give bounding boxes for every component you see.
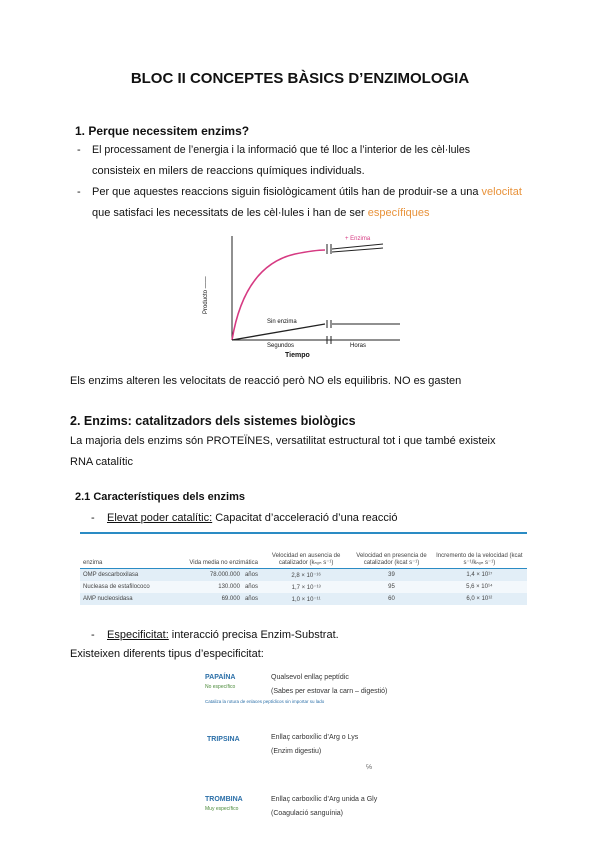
graph-enzyme-label: + Enzima xyxy=(345,236,371,242)
enzymes-conclusion: Els enzims alteren les velocitats de reacció però NO els equilibris. NO es gasten xyxy=(70,375,462,387)
specificity-term: Especificitat: xyxy=(107,629,169,641)
half-life-value: 69.000 xyxy=(221,596,240,602)
section-2-1-heading: 2.1 Característiques dels enzims xyxy=(75,491,245,503)
graph-svg xyxy=(205,232,405,364)
half-life-unit: años xyxy=(244,596,258,602)
graph-ylabel: Producto —— xyxy=(203,276,209,314)
catalytic-power-term: Elevat poder catalític: xyxy=(107,512,213,524)
thrombin-desc-2: (Coagulació sanguínia) xyxy=(271,810,343,817)
cell-enzyme: AMP nucleosidasa xyxy=(80,593,175,605)
th-uncatalyzed: Velocidad en ausencia de catalizador (kₙₒₙ s⁻¹) xyxy=(261,533,351,569)
cell-increase: 1,4 × 10¹⁷ xyxy=(432,569,527,582)
thrombin-sub: Muy específico xyxy=(205,806,239,812)
section-1-heading: 1. Perque necessitem enzims? xyxy=(75,124,250,138)
reaction-graph xyxy=(205,232,405,364)
bullet-dash: - xyxy=(77,186,81,198)
table-header-row xyxy=(80,533,527,569)
half-life-value: 78.000.000 xyxy=(209,572,240,578)
th-half-life: Vida media no enzimática xyxy=(175,533,261,569)
cell-half-life xyxy=(175,569,261,582)
table-row xyxy=(80,581,527,593)
graph-x-left: Segundos xyxy=(267,343,295,349)
trypsin-name: TRIPSINA xyxy=(207,736,240,743)
thrombin-desc-1: Enllaç carboxílic d’Arg unida a Gly xyxy=(271,796,378,803)
misc-mark: ℅ xyxy=(366,764,373,771)
page-title: BLOC II CONCEPTES BÀSICS D’ENZIMOLOGIA xyxy=(130,70,470,87)
bullet-2-line-2 xyxy=(92,203,532,224)
bullet-2-text-b: que satisfaci les necessitats de les cèl·lules i han de ser xyxy=(92,207,368,219)
section-2-line-1: La majoria dels enzims són PROTEÏNES, versatilitat estructural tot i que també existeix xyxy=(70,435,496,447)
cell-enzyme: OMP descarboxilasa xyxy=(80,569,175,582)
trypsin-desc-2: (Enzim digestiu) xyxy=(271,748,322,755)
cell-catalyzed: 39 xyxy=(351,569,431,582)
enzyme-rate-table xyxy=(80,532,527,605)
bullet-2 xyxy=(92,182,532,224)
cell-half-life xyxy=(175,581,261,593)
graph-x-title: Tiempo xyxy=(285,352,310,359)
specificity-types-intro: Existeixen diferents tipus d’especificitat: xyxy=(70,648,264,660)
specificity-text: interacció precisa Enzim-Substrat. xyxy=(168,629,339,641)
no-enzyme-line xyxy=(232,324,325,340)
catalytic-power-text: Capacitat d’acceleració d’una reacció xyxy=(212,512,398,524)
specificity-bullet xyxy=(107,625,339,646)
bullet-dash: - xyxy=(91,629,95,641)
th-catalyzed: Velocidad en presencia de catalizador (kcat s⁻¹) xyxy=(351,533,431,569)
bullet-dash: - xyxy=(77,144,81,156)
papain-desc-2: (Sabes per estovar la carn – digestió) xyxy=(271,688,388,695)
bullet-2-line-1 xyxy=(92,182,532,203)
cell-increase: 5,6 × 10¹⁴ xyxy=(432,581,527,593)
trypsin-desc-1: Enllaç carboxílic d’Arg o Lys xyxy=(271,734,359,741)
section-2-paragraph xyxy=(70,431,540,473)
bullet-2-text-a: Per que aquestes reaccions siguin fisiològicament útils han de produir-se a una xyxy=(92,186,482,198)
half-life-value: 130.000 xyxy=(218,584,240,590)
graph-no-enzyme-label: Sin enzima xyxy=(267,319,297,325)
graph-x-right: Horas xyxy=(350,343,367,349)
cell-increase: 6,0 × 10¹² xyxy=(432,593,527,605)
cell-uncatalyzed: 1,7 × 10⁻¹³ xyxy=(261,581,351,593)
section-2-line-2: RNA catalític xyxy=(70,456,133,468)
section-2-heading: 2. Enzims: catalitzadors dels sistemes biològics xyxy=(70,414,356,428)
bullet-dash: - xyxy=(91,512,95,524)
table-row xyxy=(80,593,527,605)
papain-name: PAPAÍNA xyxy=(205,674,236,681)
cell-uncatalyzed: 2,8 × 10⁻¹⁶ xyxy=(261,569,351,582)
bullet-1 xyxy=(92,140,532,182)
th-increase: Incremento de la velocidad (kcat s⁻¹/kₙₒₙ s⁻¹) xyxy=(432,533,527,569)
cell-uncatalyzed: 1,0 × 10⁻¹¹ xyxy=(261,593,351,605)
papain-sub: No específico xyxy=(205,684,236,690)
velocity-highlight: velocitat xyxy=(481,186,522,198)
bullet-1-line-2: consisteix en milers de reaccions químiques individuals. xyxy=(92,165,365,177)
th-enzyme: enzima xyxy=(80,533,175,569)
specific-highlight: específiques xyxy=(367,207,430,219)
bullet-1-line-1: El processament de l’energia i la informació que té lloc a l’interior de les cèl·lules xyxy=(92,144,471,156)
thrombin-name: TROMBINA xyxy=(205,796,243,803)
cell-half-life xyxy=(175,593,261,605)
catalytic-power-bullet xyxy=(107,508,397,529)
half-life-unit: años xyxy=(244,584,258,590)
papain-desc-1: Qualsevol enllaç peptídic xyxy=(271,674,349,681)
table-row xyxy=(80,569,527,582)
rate-table xyxy=(80,532,527,605)
cell-catalyzed: 60 xyxy=(351,593,431,605)
half-life-unit: años xyxy=(244,572,258,578)
papain-note: Cataliza la rotura de enlaces peptídicos sin importar su lado xyxy=(205,699,325,704)
cell-enzyme: Nucleasa de estafilococo xyxy=(80,581,175,593)
cell-catalyzed: 95 xyxy=(351,581,431,593)
